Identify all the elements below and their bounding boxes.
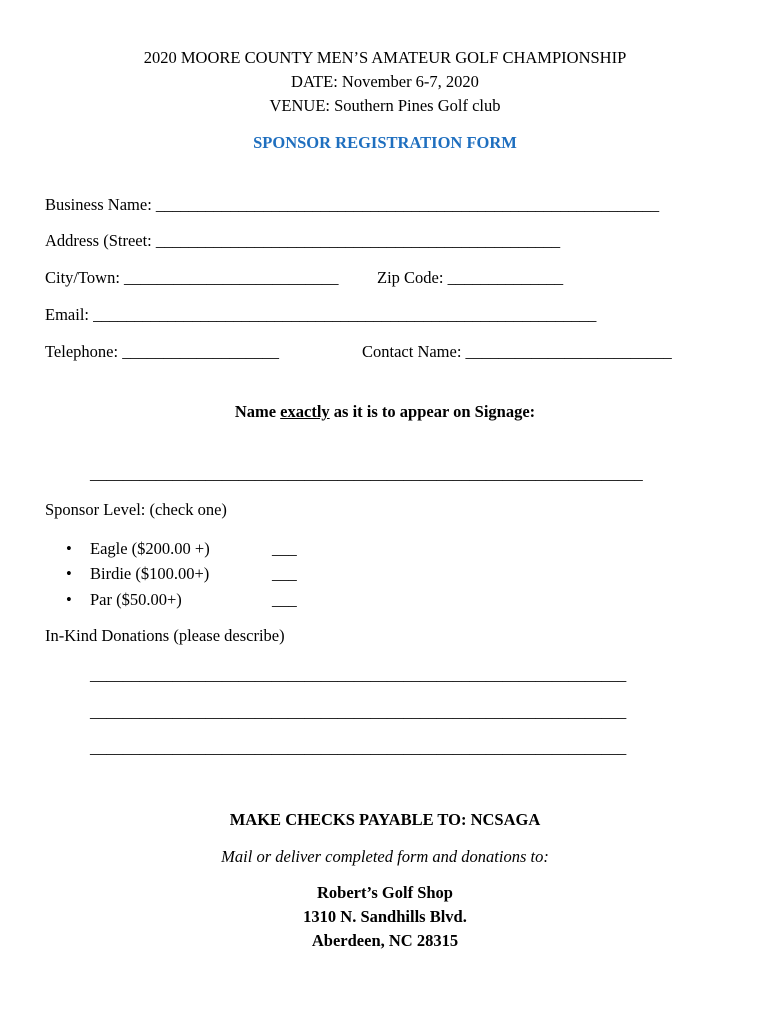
address-field[interactable]: Address (Street: _________________________________________________: [45, 231, 561, 250]
option-eagle-label: Eagle ($200.00 +): [90, 539, 210, 558]
event-date: DATE: November 6-7, 2020: [291, 72, 479, 91]
signage-emphasis: exactly: [280, 402, 330, 421]
option-birdie-checkbox[interactable]: ___: [272, 564, 297, 583]
mail-instructions: Mail or deliver completed form and donations to:: [221, 847, 549, 866]
inkind-label: In-Kind Donations (please describe): [45, 626, 285, 645]
option-par-label: Par ($50.00+): [90, 590, 182, 609]
inkind-line-3[interactable]: _________________________________________________________________: [90, 738, 627, 757]
contact-name-field[interactable]: Contact Name: _________________________: [362, 342, 672, 361]
bullet-icon: •: [66, 539, 72, 558]
bullet-icon: •: [66, 590, 72, 609]
signage-label: Name exactly as it is to appear on Signage:: [234, 402, 536, 421]
email-field[interactable]: Email: _____________________________________________________________: [45, 305, 597, 324]
form-title: SPONSOR REGISTRATION FORM: [253, 133, 517, 152]
signage-name-line[interactable]: ___________________________________________________________________: [90, 464, 643, 483]
shop-street: 1310 N. Sandhills Blvd.: [303, 907, 467, 926]
championship-title: 2020 MOORE COUNTY MEN’S AMATEUR GOLF CHAMPIONSHIP: [143, 48, 627, 67]
option-par-checkbox[interactable]: ___: [272, 590, 297, 609]
shop-city: Aberdeen, NC 28315: [311, 931, 459, 950]
inkind-line-1[interactable]: _________________________________________________________________: [90, 665, 627, 684]
city-field[interactable]: City/Town: __________________________: [45, 268, 339, 287]
sponsor-level-label: Sponsor Level: (check one): [45, 500, 227, 519]
event-venue: VENUE: Southern Pines Golf club: [269, 96, 501, 115]
option-eagle-checkbox[interactable]: ___: [272, 539, 297, 558]
payable-to: MAKE CHECKS PAYABLE TO: NCSAGA: [229, 810, 541, 829]
inkind-line-2[interactable]: _________________________________________________________________: [90, 702, 627, 721]
zip-field[interactable]: Zip Code: ______________: [377, 268, 564, 287]
telephone-field[interactable]: Telephone: ___________________: [45, 342, 279, 361]
option-birdie-label: Birdie ($100.00+): [90, 564, 210, 583]
shop-name: Robert’s Golf Shop: [317, 883, 453, 902]
business-name-field[interactable]: Business Name: _____________________________________________________________: [45, 195, 660, 214]
bullet-icon: •: [66, 564, 72, 583]
